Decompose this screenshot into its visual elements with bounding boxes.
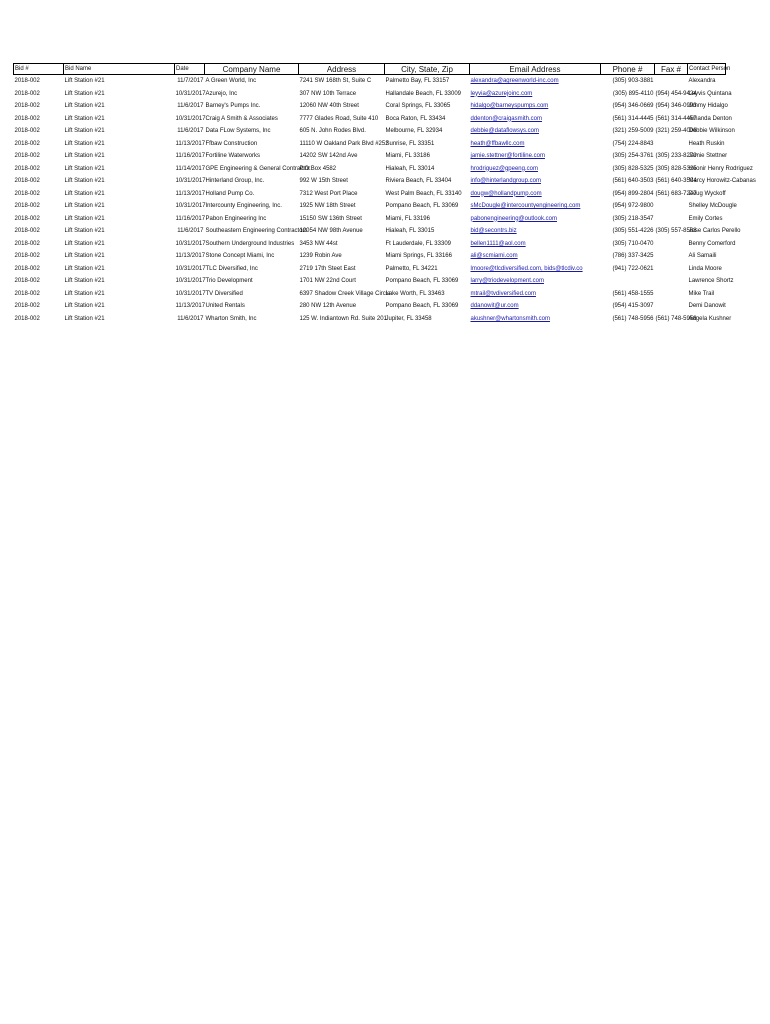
cell-address: 6397 Shadow Creek Village Circle: [299, 290, 391, 297]
cell-bid: 2018-002: [14, 190, 40, 197]
cell-fax: (954) 454-9424: [655, 90, 697, 97]
cell-city: Pompano Beach, FL 33069: [385, 303, 459, 309]
cell-address: 2719 17th Steet East: [299, 265, 356, 272]
cell-contact: Doug Wyckoff: [688, 190, 726, 197]
table-row: [14, 88, 726, 101]
cell-email-link[interactable]: alexandra@agreenworld-inc.com: [470, 78, 559, 84]
cell-fax: [655, 250, 688, 263]
cell-phone: (305) 895-4110: [612, 90, 654, 97]
cell-bid-name: Lift Station #21: [64, 128, 105, 134]
cell-bid: 2018-002: [14, 253, 40, 259]
cell-city: Miami, FL 33186: [385, 153, 430, 159]
cell-city: Palmetto Bay, FL 33157: [385, 78, 450, 84]
cell-phone: (305) 828-5325: [612, 165, 654, 172]
cell-bid: 2018-002: [14, 278, 40, 284]
cell-bid-name: Lift Station #21: [64, 103, 105, 109]
cell-phone: (305) 903-3881: [612, 78, 654, 84]
cell-date: 10/31/2017: [175, 178, 206, 184]
table-row: [14, 313, 726, 326]
header-date: Date: [175, 64, 205, 75]
cell-address: 125 W. Indiantown Rd. Suite 201: [299, 315, 387, 322]
cell-fax: (561) 314-4457: [655, 115, 697, 122]
cell-address: 307 NW 10th Terrace: [299, 90, 357, 97]
header-address: Address: [299, 64, 385, 75]
cell-email-link[interactable]: bid@secontrs.biz: [470, 228, 517, 234]
table-body: [14, 75, 756, 326]
cell-bid-name: Lift Station #21: [64, 165, 105, 172]
cell-bid-name: Lift Station #21: [64, 278, 105, 284]
cell-fax: [655, 138, 688, 151]
cell-bid-name: Lift Station #21: [64, 240, 105, 247]
cell-fax: (561) 640-3504: [655, 178, 697, 184]
cell-bid: 2018-002: [14, 315, 40, 322]
cell-phone: (954) 415-3097: [612, 303, 654, 309]
table-row: [14, 75, 726, 88]
cell-bid-name: Lift Station #21: [64, 153, 105, 159]
cell-fax: [655, 75, 688, 88]
cell-city: Palmetto, FL 34221: [385, 265, 438, 272]
cell-email-link[interactable]: ddenton@craigasmith.com: [470, 115, 542, 122]
cell-phone: (754) 224-8843: [612, 140, 654, 147]
cell-contact: Debbie Wilkinson: [688, 128, 735, 134]
cell-phone: (305) 710-0470: [612, 240, 654, 247]
cell-city: Ft Lauderdale, FL 33309: [385, 240, 451, 247]
cell-contact: Lawrence Shortz: [688, 278, 734, 284]
cell-date: 11/6/2017: [177, 228, 204, 234]
cell-bid: 2018-002: [14, 78, 40, 84]
header-contact: Contact Person: [688, 64, 726, 75]
cell-address: 605 N. John Rodes Blvd.: [299, 128, 366, 134]
cell-email-link[interactable]: dougw@hollandpump.com: [470, 190, 542, 197]
cell-date: 11/6/2017: [177, 128, 204, 134]
cell-fax: [655, 238, 688, 251]
cell-company: Southeastern Engineering Contractors: [205, 228, 308, 234]
cell-city: Hialeah, FL 33014: [385, 165, 435, 172]
cell-company: GPE Engineering & General Contractor: [205, 165, 311, 172]
cell-date: 11/13/2017: [175, 190, 206, 197]
header-row: [14, 64, 726, 75]
cell-city: West Palm Beach, FL 33140: [385, 190, 462, 197]
cell-phone: (561) 748-5956: [612, 315, 654, 322]
cell-email-link[interactable]: jamie.stettner@fortiline.com: [470, 153, 545, 159]
cell-phone: (954) 346-0669: [612, 103, 654, 109]
cell-contact: Marcy Horowitz-Cabanas: [688, 178, 756, 184]
cell-company: Azurejo, Inc: [205, 90, 238, 97]
cell-address: 7777 Glades Road, Suite 410: [299, 115, 379, 122]
cell-company: Ffbaw Construction: [205, 140, 258, 147]
table-row: [14, 188, 726, 201]
cell-city: Pompano Beach, FL 33069: [385, 278, 459, 284]
cell-company: Intercounty Engineering, Inc.: [205, 203, 282, 209]
cell-email-link[interactable]: hidalgo@barneyspumps.com: [470, 103, 549, 109]
cell-email-link[interactable]: larry@triodevelopment.com: [470, 278, 544, 284]
cell-company: Holland Pump Co.: [205, 190, 255, 197]
cell-company: TV Diversified: [205, 290, 243, 297]
cell-fax: (561) 748-5958: [655, 315, 697, 322]
cell-bid-name: Lift Station #21: [64, 90, 105, 97]
cell-phone: (561) 640-3503: [612, 178, 654, 184]
cell-address: 15150 SW 136th Street: [299, 215, 362, 222]
cell-address: 7241 SW 168th St, Suite C: [299, 78, 372, 84]
cell-phone: (305) 218-3547: [612, 215, 654, 222]
cell-fax: [655, 300, 688, 313]
cell-city: Hallandale Beach, FL 33009: [385, 90, 461, 97]
cell-contact: Shelley McDougle: [688, 203, 737, 209]
cell-bid-name: Lift Station #21: [64, 140, 105, 147]
table-row: [14, 300, 726, 313]
header-fax: Fax #: [655, 64, 688, 75]
table-row: [14, 213, 726, 226]
table-row: [14, 250, 726, 263]
cell-bid-name: Lift Station #21: [64, 115, 105, 122]
cell-date: 11/6/2017: [177, 103, 204, 109]
cell-phone: (561) 314-4445: [612, 115, 654, 122]
cell-company: Craig A Smith & Associates: [205, 115, 278, 122]
cell-fax: (954) 346-0993: [655, 103, 697, 109]
cell-email-link[interactable]: lmoore@tlcdiversified.com, bids@tlcdiv.co: [470, 265, 583, 272]
cell-city: Jupiter, FL 33458: [385, 315, 432, 322]
cell-email-link[interactable]: leyvia@azurejoinc.com: [470, 90, 533, 97]
cell-company: Wharton Smith, Inc: [205, 315, 257, 322]
cell-bid: 2018-002: [14, 303, 40, 309]
cell-fax: (305) 233-8270: [655, 153, 697, 159]
cell-bid-name: Lift Station #21: [64, 303, 105, 309]
cell-date: 11/7/2017: [177, 78, 204, 84]
cell-city: Lake Worth, FL 33463: [385, 290, 445, 297]
cell-company: Data FLow Systems, Inc: [205, 128, 271, 134]
cell-city: Sunrise, FL 33351: [385, 140, 435, 147]
cell-date: 11/16/2017: [175, 215, 206, 222]
cell-address: 992 W 15th Street: [299, 178, 348, 184]
cell-bid-name: Lift Station #21: [64, 228, 105, 234]
cell-company: Stone Concept Miami, Inc: [205, 253, 275, 259]
cell-phone: (305) 551-4226: [612, 228, 654, 234]
cell-phone: (941) 722-0621: [612, 265, 654, 272]
cell-address: 1239 Robin Ave: [299, 253, 342, 259]
cell-email-link[interactable]: mtrail@tvdiversified.com: [470, 290, 536, 297]
header-phone: Phone #: [601, 64, 655, 75]
cell-email-link[interactable]: pabonengineering@outlook.com: [470, 215, 557, 222]
cell-bid-name: Lift Station #21: [64, 190, 105, 197]
cell-fax: [655, 288, 688, 301]
cell-email-link[interactable]: bellen1111@aol.com: [470, 240, 526, 247]
cell-email-link[interactable]: heath@ffbawllc.com: [470, 140, 525, 147]
cell-city: Melbourne, FL 32934: [385, 128, 443, 134]
cell-fax: (321) 259-4006: [655, 128, 697, 134]
cell-bid: 2018-002: [14, 203, 40, 209]
cell-contact: Linda Moore: [688, 265, 722, 272]
header-bid: Bid #: [14, 64, 64, 75]
cell-bid: 2018-002: [14, 165, 40, 172]
cell-date: 10/31/2017: [175, 265, 206, 272]
cell-company: Trio Development: [205, 278, 253, 284]
cell-date: 11/13/2017: [175, 140, 206, 147]
table-row: [14, 263, 726, 276]
table-row: [14, 238, 726, 251]
cell-bid: 2018-002: [14, 90, 40, 97]
cell-city: Boca Raton, FL 33434: [385, 115, 446, 122]
cell-email-link[interactable]: sMcDougle@intercountyengineering.com: [470, 203, 581, 209]
cell-phone: (305) 254-3761: [612, 153, 654, 159]
table-row: [14, 288, 726, 301]
cell-phone: (954) 972-9800: [612, 203, 654, 209]
cell-contact: Heonir Henry Rodriguez: [688, 165, 753, 172]
cell-date: 10/31/2017: [175, 90, 206, 97]
table-row: [14, 125, 726, 138]
cell-address: P.O.Box 4582: [299, 165, 337, 172]
cell-email-link[interactable]: ali@scmiami.com: [470, 253, 518, 259]
cell-company: Pabon Engineering Inc: [205, 215, 267, 222]
cell-city: Riviera Beach, FL 33404: [385, 178, 452, 184]
cell-contact: Jamie Stettner: [688, 153, 728, 159]
cell-contact: Angela Kushner: [688, 315, 732, 322]
table-row: [14, 138, 726, 151]
cell-contact: Amanda Denton: [688, 115, 732, 122]
cell-date: 11/14/2017: [175, 165, 206, 172]
cell-email-link[interactable]: info@hinterlandgroup.com: [470, 178, 541, 184]
bid-tabulation-sheet: [13, 63, 756, 325]
cell-address: 11110 W Oakland Park Blvd #252: [299, 140, 389, 147]
cell-city: Miami Springs, FL 33166: [385, 253, 452, 259]
table-row: [14, 225, 726, 238]
cell-address: 280 NW 12th Avenue: [299, 303, 357, 309]
cell-phone: (786) 337-3425: [612, 253, 654, 259]
cell-bid: 2018-002: [14, 153, 40, 159]
header-email: Email Address: [470, 64, 601, 75]
cell-email-link[interactable]: hrodriguez@gpeeng.com: [470, 165, 538, 172]
cell-fax: (305) 557-8568: [655, 228, 697, 234]
cell-bid-name: Lift Station #21: [64, 290, 105, 297]
cell-date: 11/13/2017: [175, 253, 206, 259]
cell-address: 7312 West Port Place: [299, 190, 358, 197]
cell-fax: [655, 263, 688, 276]
cell-contact: Jimmy Hidalgo: [688, 103, 728, 109]
cell-city: Miami, FL 33196: [385, 215, 430, 222]
table-row: [14, 113, 726, 126]
cell-company: Barney's Pumps Inc.: [205, 103, 261, 109]
cell-fax: (305) 828-5325: [655, 165, 697, 172]
cell-address: 3453 NW 44st: [299, 240, 338, 247]
table-row: [14, 275, 726, 288]
cell-bid: 2018-002: [14, 178, 40, 184]
cell-contact: Mike Trail: [688, 290, 715, 297]
cell-bid: 2018-002: [14, 240, 40, 247]
cell-phone: (561) 458-1555: [612, 290, 654, 297]
cell-address: 12054 NW 98th Avenue: [299, 228, 363, 234]
cell-bid-name: Lift Station #21: [64, 315, 105, 322]
cell-bid: 2018-002: [14, 128, 40, 134]
cell-phone: (954) 899-2804: [612, 190, 654, 197]
header-bid-name: Bid Name: [64, 64, 175, 75]
cell-bid-name: Lift Station #21: [64, 253, 105, 259]
cell-date: 10/31/2017: [175, 278, 206, 284]
cell-contact: Demi Danowit: [688, 303, 726, 309]
cell-bid-name: Lift Station #21: [64, 265, 105, 272]
cell-contact: Benny Comerford: [688, 240, 736, 247]
cell-bid: 2018-002: [14, 140, 40, 147]
cell-address: 12060 NW 40th Street: [299, 103, 359, 109]
cell-date: 11/6/2017: [177, 315, 204, 322]
cell-date: 10/31/2017: [175, 203, 206, 209]
header-company: Company Name: [205, 64, 299, 75]
cell-bid: 2018-002: [14, 290, 40, 297]
cell-contact: Alexandra: [688, 78, 716, 84]
cell-company: Southern Underground Industries: [205, 240, 295, 247]
cell-bid: 2018-002: [14, 103, 40, 109]
cell-bid: 2018-002: [14, 215, 40, 222]
cell-fax: [655, 200, 688, 213]
cell-date: 10/31/2017: [175, 115, 206, 122]
table-row: [14, 100, 726, 113]
cell-city: Pompano Beach, FL 33069: [385, 203, 459, 209]
cell-contact: Jose Carlos Perello: [688, 228, 741, 234]
cell-fax: [655, 275, 688, 288]
cell-address: 14202 SW 142nd Ave: [299, 153, 358, 159]
cell-bid: 2018-002: [14, 265, 40, 272]
table-row: [14, 175, 726, 188]
cell-contact: Heath Ruskin: [688, 140, 725, 147]
cell-email-link[interactable]: debbie@dataflowsys.com: [470, 128, 539, 134]
cell-company: TLC Diversified, Inc: [205, 265, 258, 272]
cell-contact: Ali Samaili: [688, 253, 717, 259]
cell-company: Hinterland Group, Inc.: [205, 178, 265, 184]
cell-fax: [655, 213, 688, 226]
cell-city: Coral Springs, FL 33065: [385, 103, 451, 109]
bid-table: [13, 63, 756, 325]
cell-bid: 2018-002: [14, 115, 40, 122]
cell-date: 10/31/2017: [175, 290, 206, 297]
cell-fax: (561) 683-7247: [655, 190, 697, 197]
cell-phone: [601, 275, 655, 288]
cell-date: 11/16/2017: [175, 153, 206, 159]
table-row: [14, 150, 726, 163]
cell-phone: (321) 259-5009: [612, 128, 654, 134]
cell-address: 1925 NW 18th Street: [299, 203, 356, 209]
table-row: [14, 200, 726, 213]
header-city: City, State, Zip: [385, 64, 470, 75]
cell-contact: Leyvis Quintana: [688, 90, 732, 97]
cell-date: 11/13/2017: [175, 303, 206, 309]
cell-bid-name: Lift Station #21: [64, 178, 105, 184]
cell-bid-name: Lift Station #21: [64, 203, 105, 209]
cell-city: Hialeah, FL 33015: [385, 228, 435, 234]
table-row: [14, 163, 726, 176]
cell-date: 10/31/2017: [175, 240, 206, 247]
cell-contact: Emily Cortes: [688, 215, 723, 222]
cell-company: United Rentals: [205, 303, 245, 309]
cell-company: A Green World, Inc: [205, 78, 257, 84]
cell-email-link[interactable]: akushner@whartonsmith.com: [470, 315, 550, 322]
cell-bid-name: Lift Station #21: [64, 215, 105, 222]
cell-bid: 2018-002: [14, 228, 40, 234]
cell-company: Fortiline Waterworks: [205, 153, 260, 159]
cell-bid-name: Lift Station #21: [64, 78, 105, 84]
cell-email-link[interactable]: ddanowit@ur.com: [470, 303, 519, 309]
cell-address: 1701 NW 22nd Court: [299, 278, 356, 284]
